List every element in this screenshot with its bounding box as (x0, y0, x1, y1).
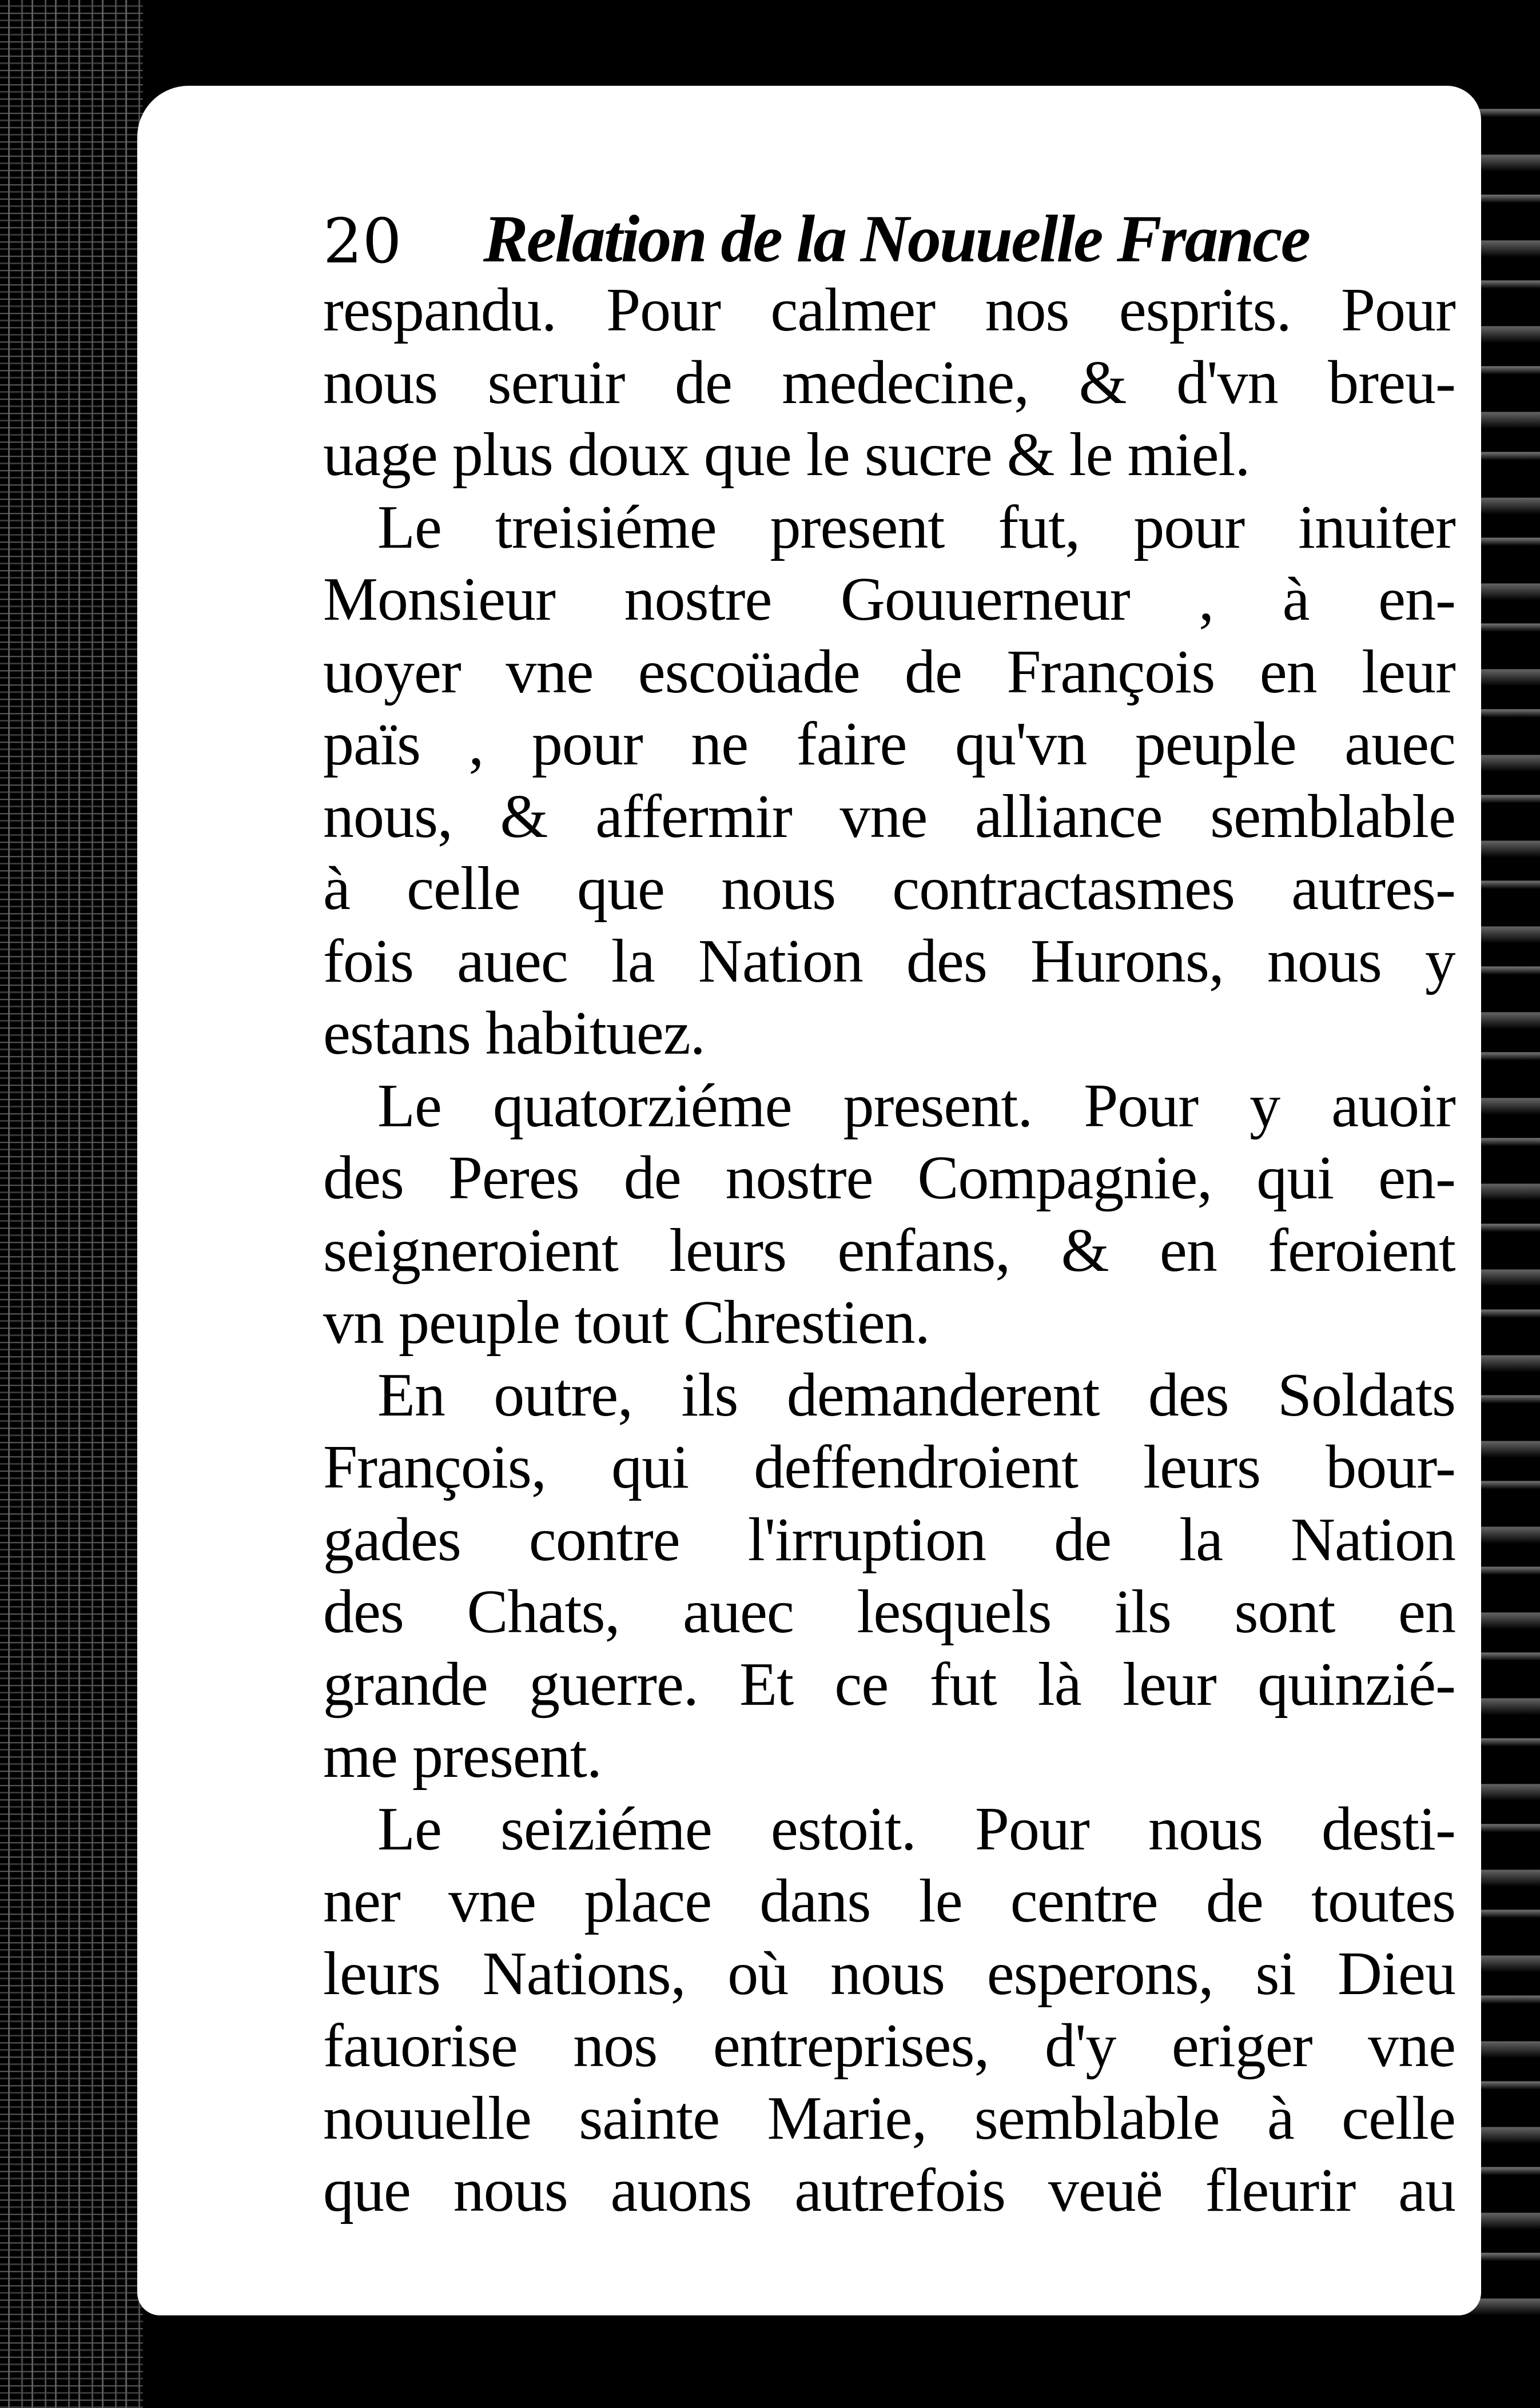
running-title: Relation de la Nouuelle France (483, 201, 1309, 276)
text-line: respandu. Pour calmer nos esprits. Pour (323, 276, 1455, 344)
text-line: leurs Nations, où nous esperons, si Dieu (323, 1939, 1455, 2008)
body-text (323, 274, 1455, 2227)
text-line: uage plus doux que le sucre & le miel. (323, 421, 1250, 489)
text-line: fauorise nos entreprises, d'y eriger vne (323, 2012, 1455, 2080)
text-line: En outre, ils demanderent des Soldats (377, 1361, 1455, 1429)
text-line: vn peuple tout Chrestien. (323, 1289, 930, 1357)
text-line: fois auec la Nation des Hurons, nous y (323, 927, 1455, 995)
page-number: 20 (323, 206, 402, 277)
text-line: des Peres de nostre Compagnie, qui en- (323, 1144, 1455, 1212)
text-line: Monsieur nostre Gouuerneur , à en- (323, 565, 1455, 633)
text-line: des Chats, auec lesquels ils sont en (323, 1578, 1455, 1646)
text-line: que nous auons autrefois veuë fleurir au (323, 2156, 1455, 2224)
text-line: nous, & affermir vne alliance semblable (323, 782, 1455, 851)
text-line: à celle que nous contractasmes autres- (323, 855, 1455, 923)
text-line: seigneroient leurs enfans, & en feroient (323, 1216, 1455, 1285)
binding-edge (0, 0, 143, 2408)
text-line: Le seiziéme estoit. Pour nous desti- (377, 1795, 1455, 1863)
text-line: François, qui deffendroient leurs bour- (323, 1433, 1455, 1501)
text-line: ner vne place dans le centre de toutes (323, 1867, 1455, 1935)
page-content (323, 189, 1455, 2227)
text-line: me present. (323, 1723, 602, 1791)
text-line: estans habituez. (323, 999, 705, 1067)
text-line: Le treisiéme present fut, pour inuiter (377, 493, 1455, 561)
text-line: uoyer vne escoüade de François en leur (323, 637, 1455, 706)
text-line: gades contre l'irruption de la Nation (323, 1505, 1455, 1574)
text-line: païs , pour ne faire qu'vn peuple auec (323, 710, 1455, 778)
text-line: Le quatorziéme present. Pour y auoir (377, 1071, 1455, 1140)
text-line: grande guerre. Et ce fut là leur quinzié- (323, 1650, 1455, 1719)
text-line: nous seruir de medecine, & d'vn breu- (323, 348, 1455, 417)
running-head (323, 189, 1455, 277)
text-line: nouuelle sainte Marie, semblable à celle (323, 2084, 1455, 2152)
